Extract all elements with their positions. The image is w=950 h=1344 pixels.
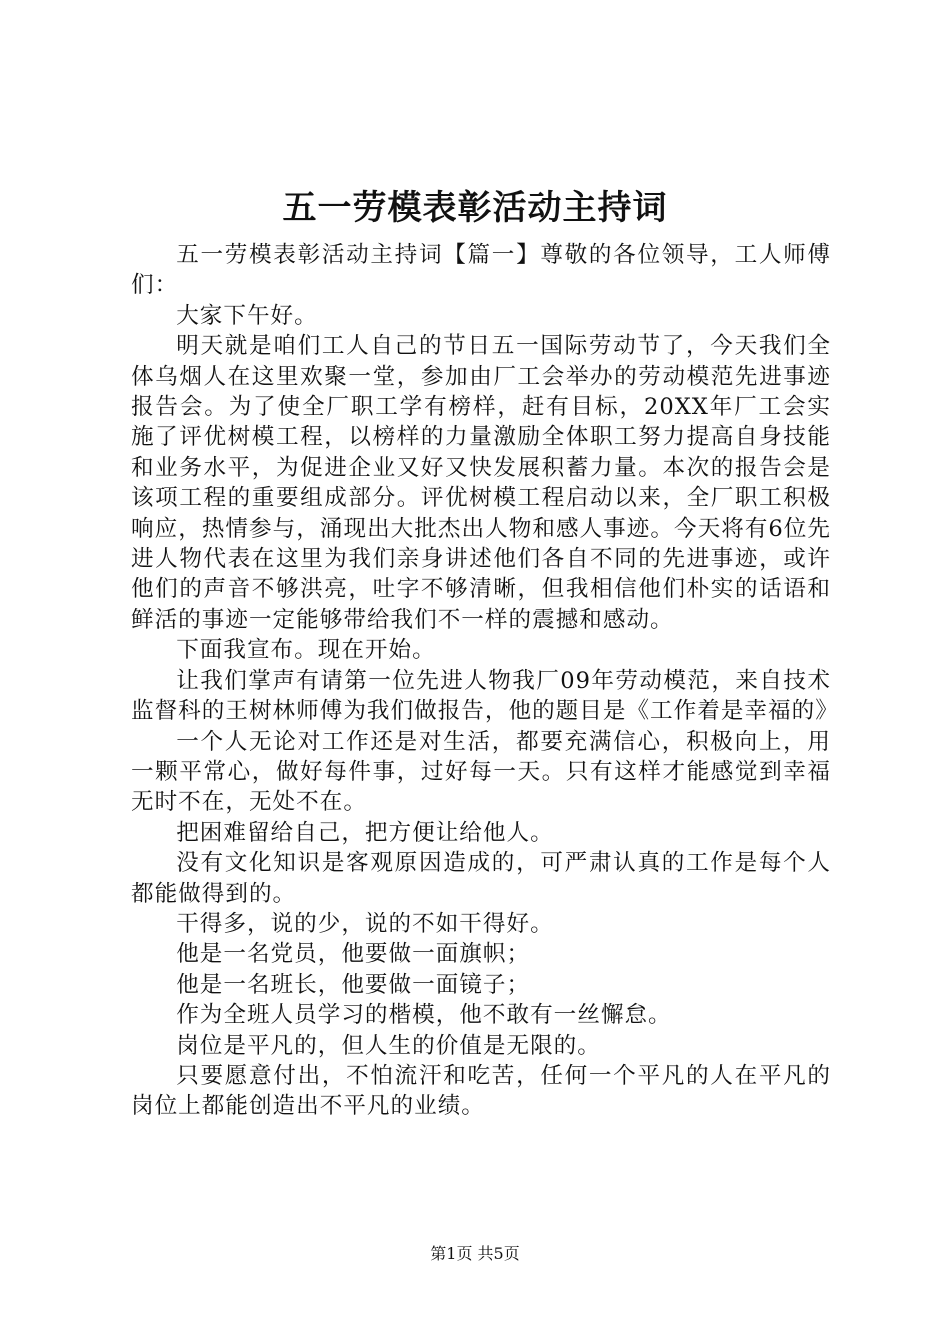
paragraph: 一个人无论对工作还是对生活，都要充满信心，积极向上，用一颗平常心，做好每件事，过好每一天。只有这样才能感觉到幸福无时不在，无处不在。	[131, 728, 831, 816]
paragraph: 他是一名党员，他要做一面旗帜；	[176, 941, 531, 968]
paragraph: 下面我宣布。现在开始。	[176, 637, 436, 664]
paragraph: 只要愿意付出，不怕流汗和吃苦，任何一个平凡的人在平凡的岗位上都能创造出不平凡的业绩。	[131, 1062, 831, 1120]
document-title: 五一劳模表彰活动主持词	[282, 188, 668, 228]
paragraph: 岗位是平凡的，但人生的价值是无限的。	[176, 1032, 601, 1059]
paragraph: 没有文化知识是客观原因造成的，可严肃认真的工作是每个人都能做得到的。	[131, 850, 831, 907]
paragraph: 干得多，说的少，说的不如干得好。	[176, 910, 554, 937]
paragraph: 让我们掌声有请第一位先进人物我厂09年劳动模范，来自技术监督科的王树林师傅为我们做报告，他的题目是《工作着是幸福的》	[131, 667, 839, 725]
paragraph: 作为全班人员学习的楷模，他不敢有一丝懈怠。	[176, 1002, 672, 1029]
paragraph: 大家下午好。	[176, 302, 318, 329]
paragraph: 明天就是咱们工人自己的节日五一国际劳动节了，今天我们全体乌烟人在这里欢聚一堂，参加由厂工会举办的劳动模范先进事迹报告会。为了使全厂职工学有榜样，赶有目标，20XX年厂工会实施了评优树模工程，以榜样的力量激励全体职工努力提高自身技能和业务水平，为促进企业又好又快发展积蓄力量。本次的报告会是该项工程的重要组成部分。评优树模工程启动以来，全厂职工积极响应，热情参与，涌现出大批杰出人物和感人事迹。今天将有6位先进人物代表在这里为我们亲身讲述他们各自不同的先进事迹，或许他们的声音不够洪亮，吐字不够清晰，但我相信他们朴实的话语和鲜活的事迹一定能够带给我们不一样的震撼和感动。	[131, 333, 831, 633]
paragraph: 把困难留给自己，把方便让给他人。	[176, 819, 554, 846]
paragraph: 他是一名班长，他要做一面镜子；	[176, 971, 531, 998]
page-footer: 第1页 共5页	[430, 1244, 520, 1263]
paragraph: 五一劳模表彰活动主持词【篇一】尊敬的各位领导，工人师傅们：	[131, 242, 831, 299]
document-body	[131, 240, 839, 1122]
